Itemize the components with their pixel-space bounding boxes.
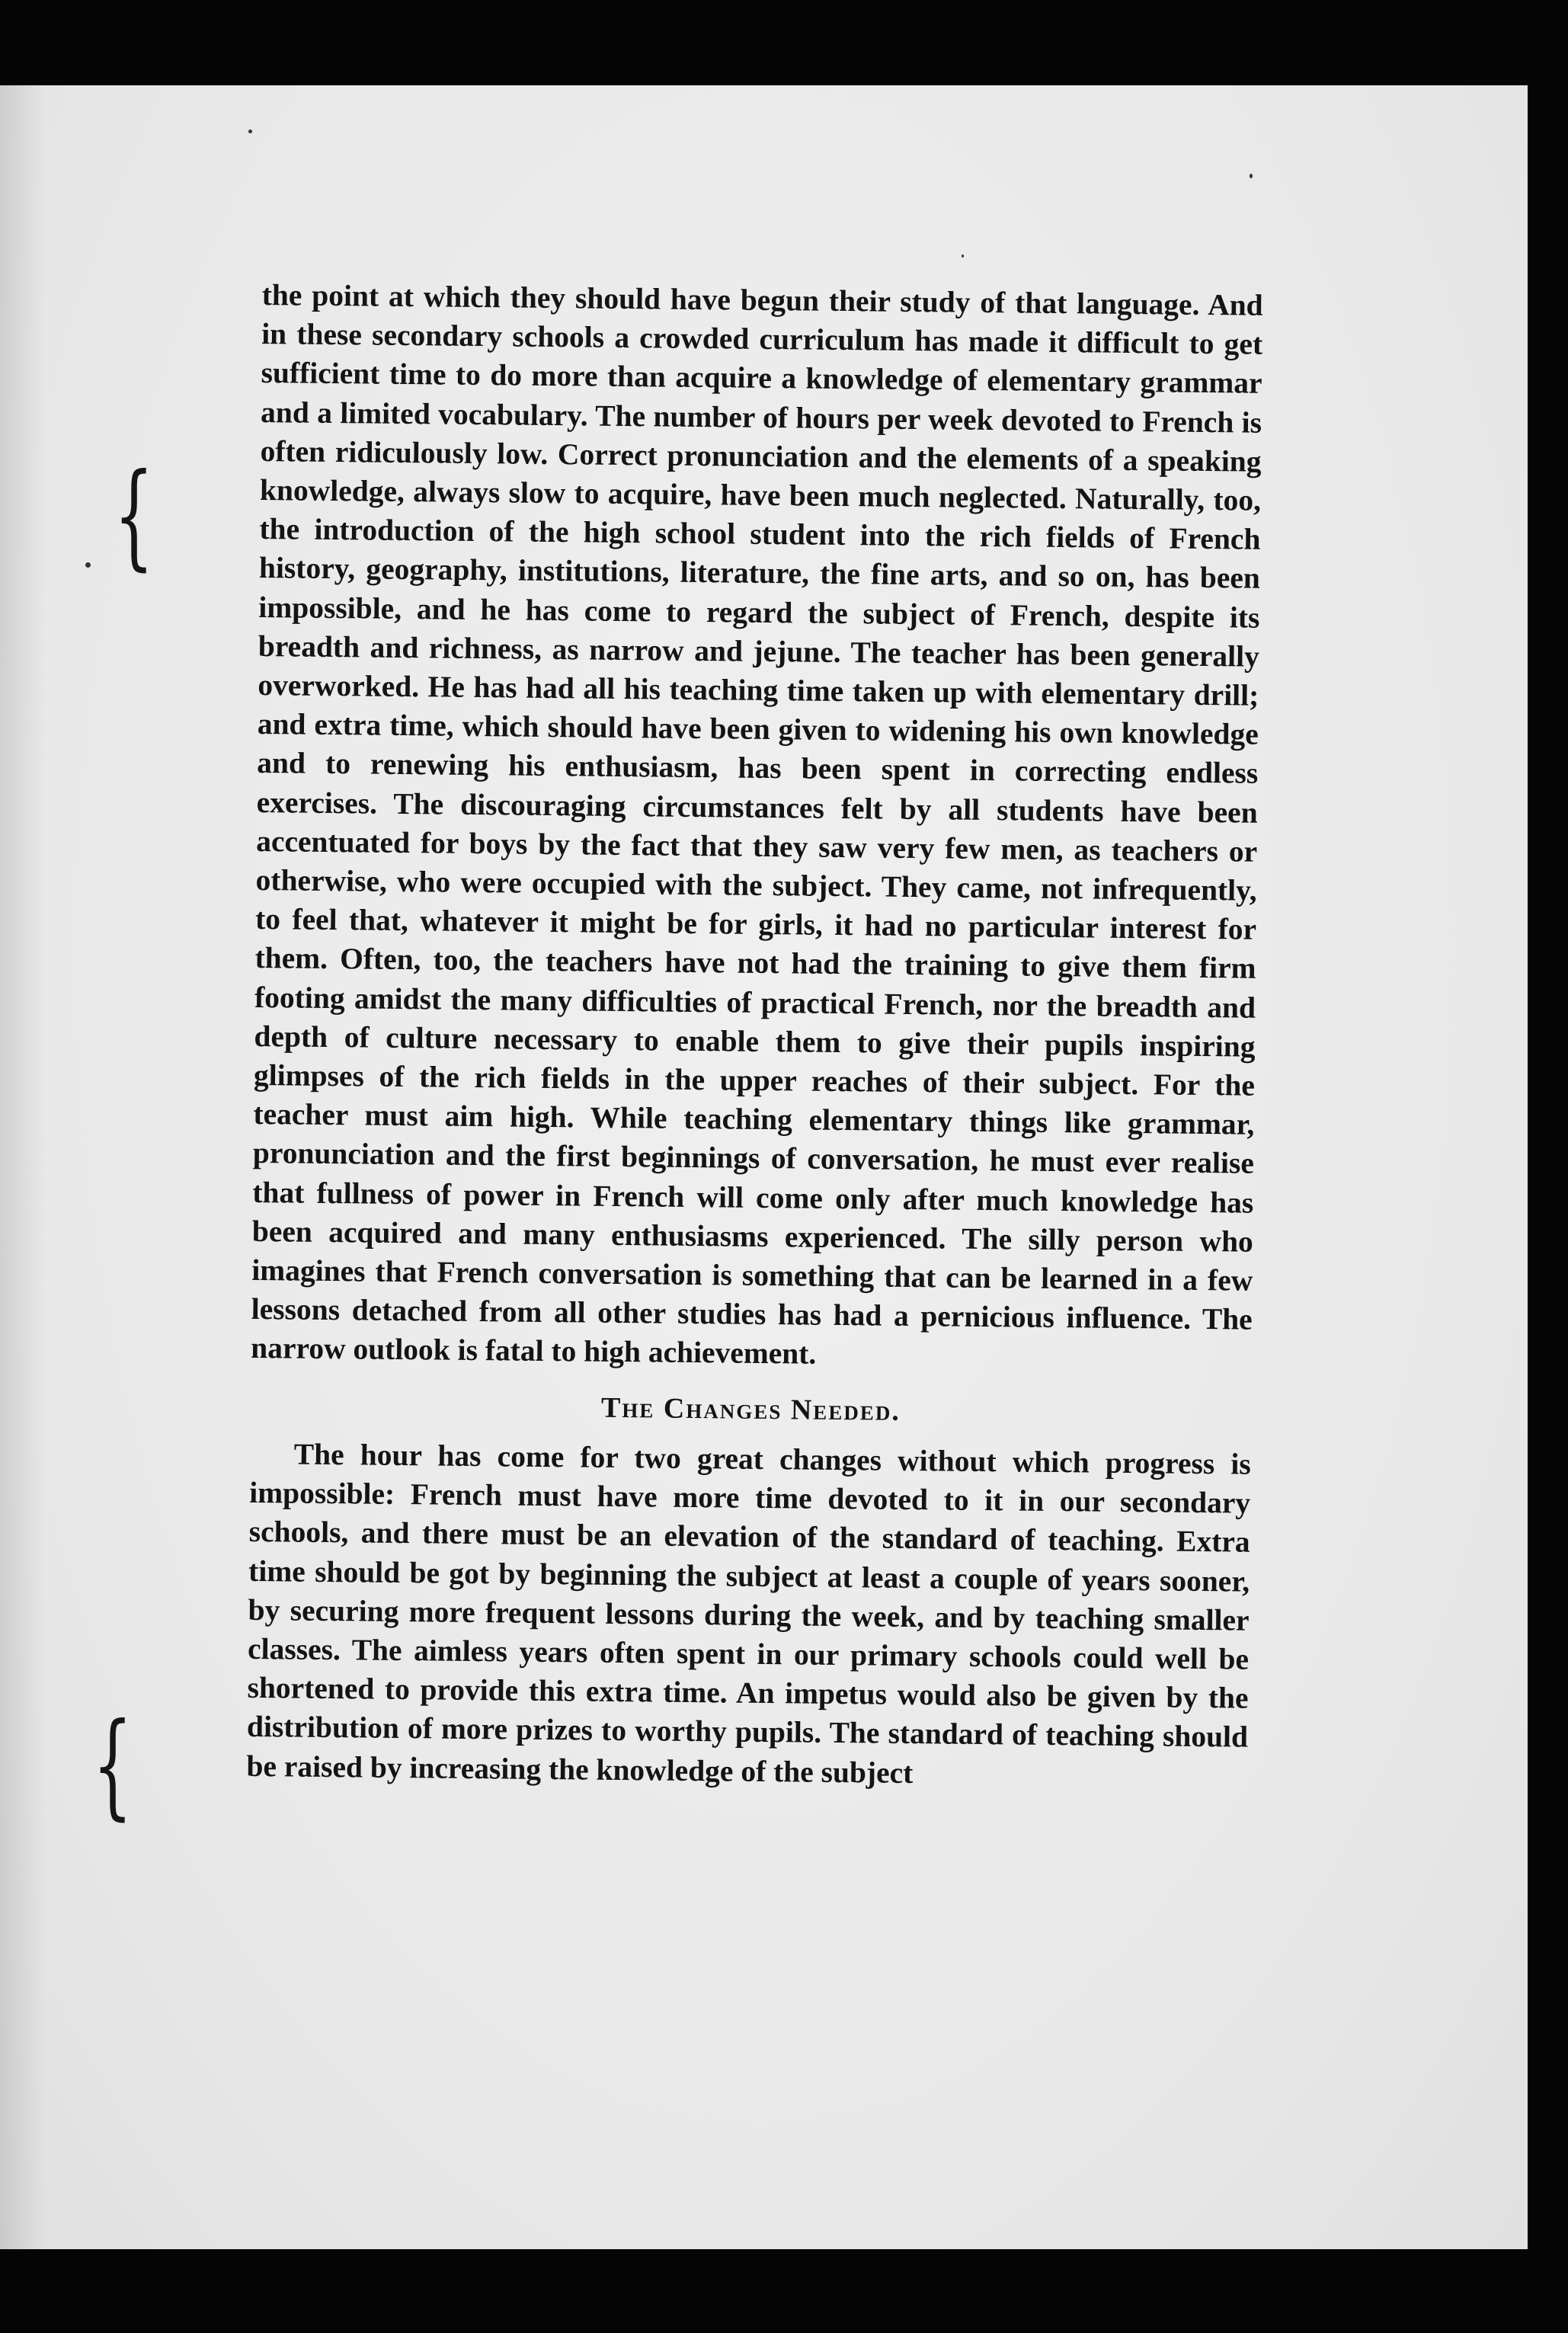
- section-heading: The Changes Needed.: [600, 1391, 901, 1427]
- paragraph: the point at which they should have begun their study of that language. And in these secondary schools a crowded curriculum has made it difficult to get sufficient time to do more than acquire a knowledge of elementary grammar and a limited vocabulary. The number of hours per week devoted to French is often ridiculously low. Correct pronunciation and the elements of a speaking knowledge, always slow to acquire, have been much neglected. Naturally, too, the introduction of the high school student into the rich fields of French history, geography, institutions, literature, the fine arts, and so on, has been impossible, and he has come to regard the subject of French, despite its breadth and richness, as narrow and jejune. The teacher has been generally overworked. He has had all his teaching time taken up with elementary drill; and extra time, which should have been given to widening his own knowledge and to renewing his enthusiasm, has been spent in correcting endless exercises. The discouraging circumstances felt by all students have been accentuated for boys by the fact that they saw very few men, as teachers or otherwise, who were occupied with the subject. They came, not infrequently, to feel that, whatever it might be for girls, it had no particular interest for them. Often, too, the teachers have not had the training to give them firm footing amidst the many difficulties of practical French, nor the breadth and depth of culture necessary to enable them to give their pupils inspiring glimpses of the rich fields in the upper reaches of their subject. For the teacher must aim high. While teaching elementary things like grammar, pronunciation and the first beginnings of conversation, he must ever realise that fullness of power in French will come only after much knowledge has been acquired and many enthusiasms experienced. The silly person who imagines that French conversation is something that can be learned in a few lessons detached from all other studies has had a pernicious influence. The narrow outlook is fatal to high achievement.: [251, 277, 1263, 1371]
- body-text: [246, 276, 1263, 1796]
- page-edge-shadow: [0, 85, 46, 2249]
- margin-bracket-mark: {: [114, 450, 154, 582]
- scan-speck: [1250, 174, 1253, 178]
- scan-speck: [248, 130, 252, 133]
- margin-bracket-mark: {: [92, 1699, 133, 1832]
- paragraph: The hour has come for two great changes without which progress is impossible: French must have more time devoted to it in our secondary schools, and there must be an elevation of the standard of teaching. Extra time should be got by beginning the subject at least a couple of years sooner, by securing more frequent lessons during the week, and by teaching smaller classes. The aimless years often spent in our primary schools could well be shortened to provide this extra time. An impetus would also be given by the distribution of more prizes to worthy pupils. The standard of teaching should be raised by increasing the knowledge of the subject: [246, 1437, 1251, 1790]
- scan-speck: [962, 254, 964, 258]
- scan-speck: [85, 562, 91, 568]
